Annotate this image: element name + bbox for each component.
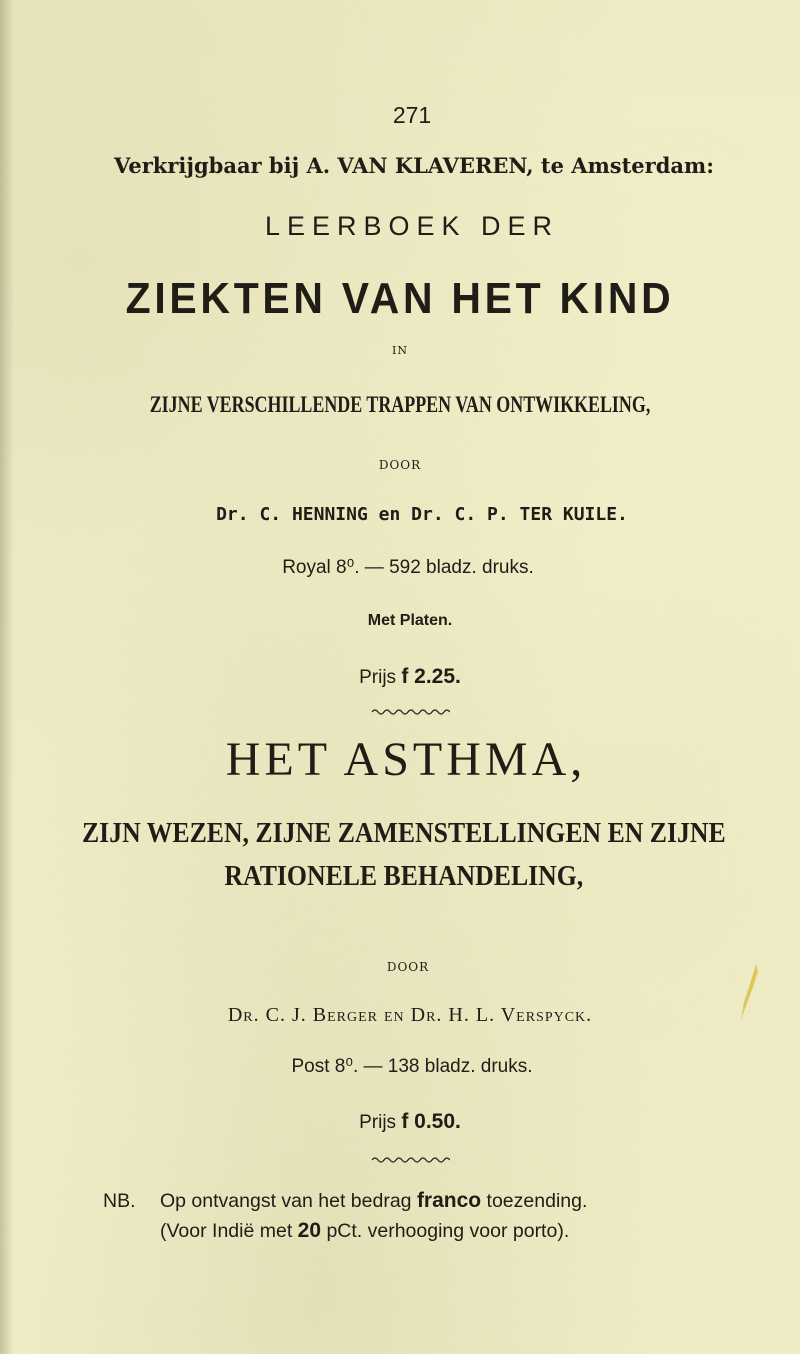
note-line-1	[103, 1186, 587, 1216]
squiggle-ornament-2	[370, 1156, 450, 1164]
nota-bene-note	[103, 1186, 587, 1246]
book2-title: HET ASTHMA,	[225, 733, 587, 786]
book1-subtitle: ZIJNE VERSCHILLENDE TRAPPEN VAN ONTWIKKELING,	[149, 392, 651, 417]
publisher-line: Verkrijgbaar bij A. VAN KLAVEREN, te Amsterdam:	[114, 153, 714, 178]
book2-subtitle-line2: RATIONELE BEHANDELING,	[224, 861, 584, 892]
squiggle-divider-1	[0, 708, 800, 719]
note-line2-before: (Voor Indië met	[160, 1220, 293, 1242]
squiggle-ornament-1	[370, 708, 450, 716]
squiggle-divider-2	[0, 1156, 800, 1167]
book1-door: DOOR	[378, 458, 422, 472]
book2-authors: Dr. C. J. Berger en Dr. H. L. Verspyck.	[227, 1004, 593, 1026]
book2-price	[0, 1110, 800, 1134]
page-number: 271	[392, 102, 432, 128]
book1-price-label: Prijs	[359, 667, 397, 688]
book2-format: Post 8⁰. — 138 bladz. druks.	[291, 1056, 533, 1077]
note-line-2	[103, 1216, 587, 1246]
note-label: NB.	[103, 1190, 136, 1212]
book1-title: ZIEKTEN VAN HET KIND	[125, 274, 675, 323]
book2-price-label: Prijs	[359, 1112, 397, 1133]
book1-plates: Met Platen.	[367, 612, 453, 629]
book1-heading: LEERBOEK DER	[264, 211, 560, 241]
note-line2-emphasis: 20	[297, 1219, 322, 1242]
book2-price-value: f 0.50.	[401, 1110, 461, 1133]
book1-price-value: f 2.25.	[401, 665, 461, 688]
book2-door: DOOR	[386, 960, 430, 974]
book1-in: IN	[392, 344, 408, 357]
note-line2-after: pCt. verhooging voor porto).	[326, 1220, 570, 1242]
note-line1-emphasis: franco	[416, 1189, 482, 1212]
note-line1-after: toezending.	[486, 1190, 588, 1212]
book1-authors: Dr. C. HENNING en Dr. C. P. TER KUILE.	[216, 504, 628, 525]
book1-price	[0, 665, 800, 689]
yellow-ink-stain	[738, 962, 760, 1022]
note-line1-before: Op ontvangst van het bedrag	[160, 1190, 412, 1212]
book2-subtitle-line1: ZIJN WEZEN, ZIJNE ZAMENSTELLINGEN EN ZIJNE	[81, 818, 726, 849]
book1-format: Royal 8⁰. — 592 bladz. druks.	[282, 557, 534, 578]
